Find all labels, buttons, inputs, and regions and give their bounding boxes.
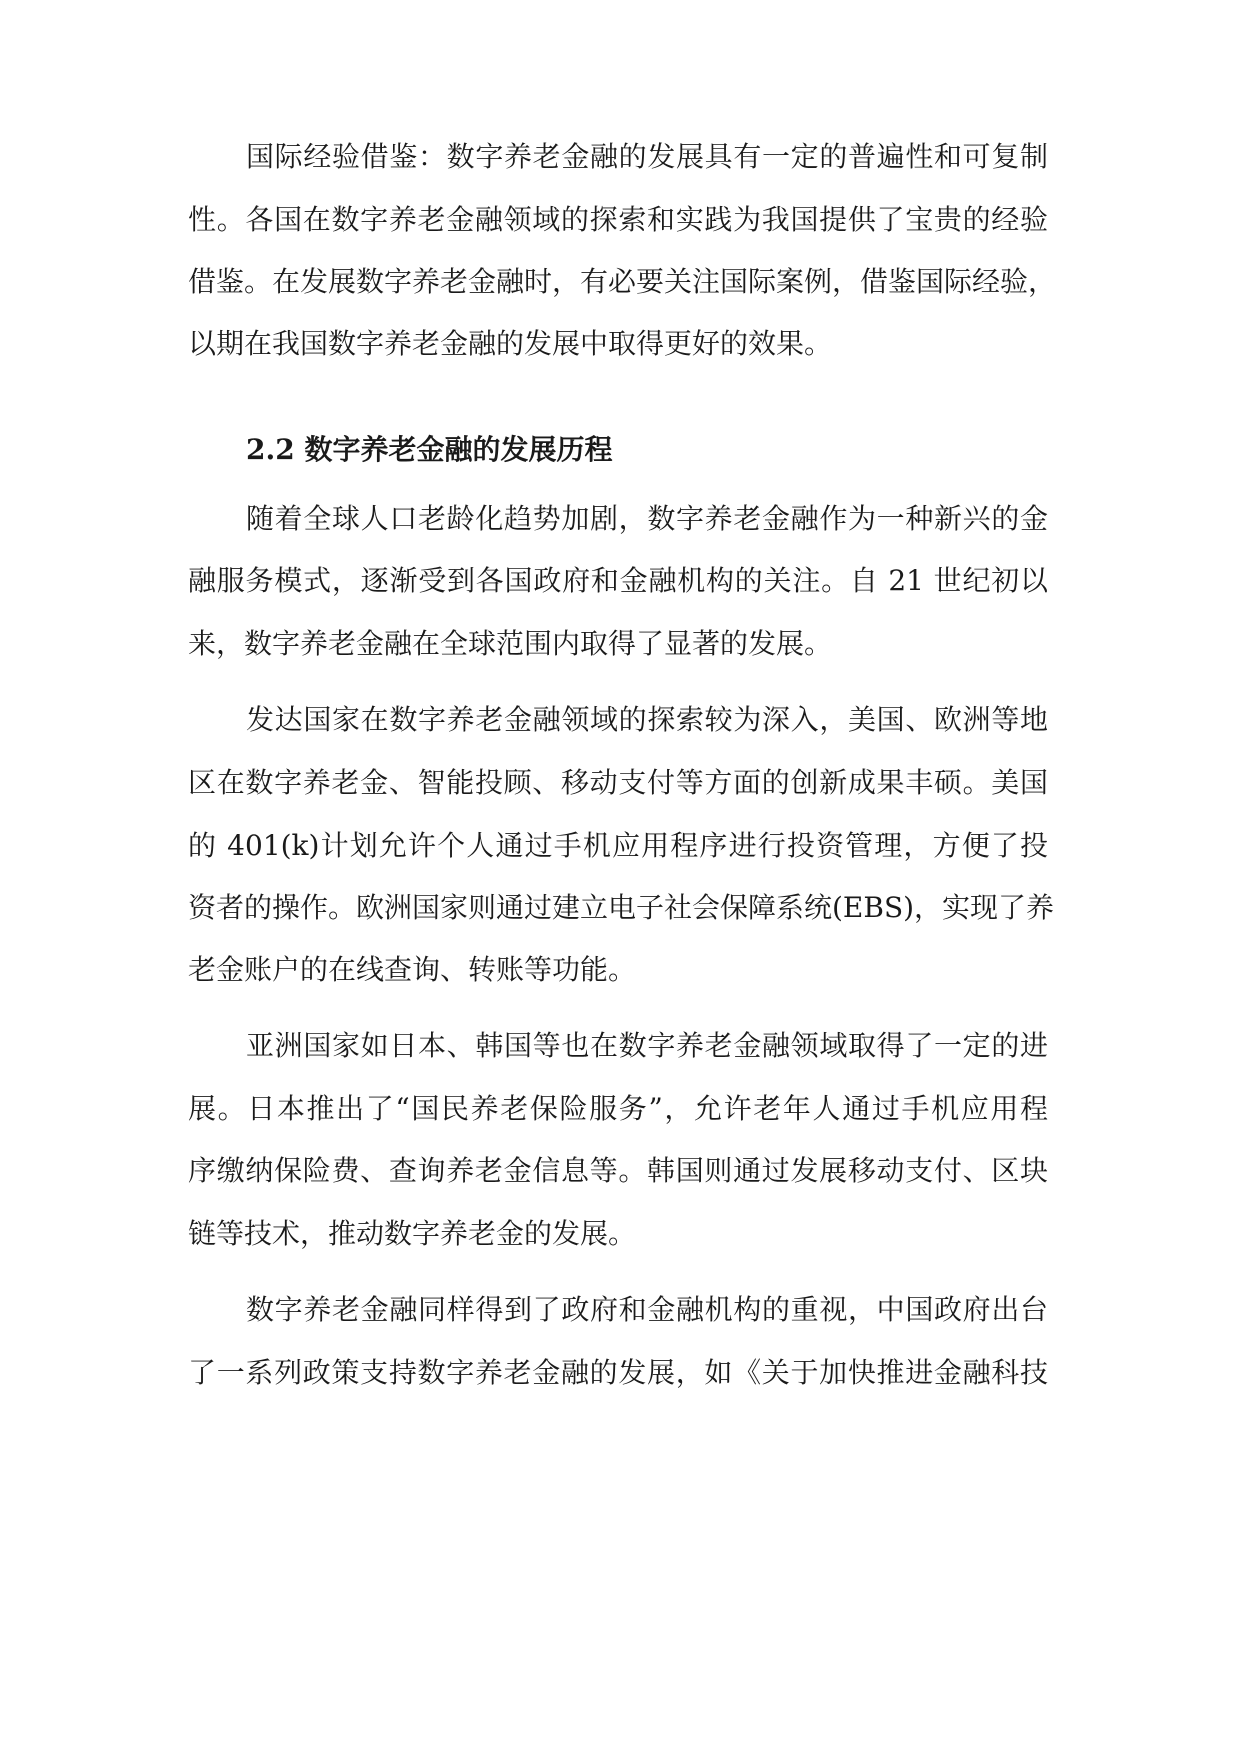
paragraph-line: 发达国家在数字养老金融领域的探索较为深入，美国、欧洲等地 bbox=[246, 703, 1048, 736]
paragraph-line: 以期在我国数字养老金融的发展中取得更好的效果。 bbox=[188, 327, 833, 360]
paragraph-line: 了一系列政策支持数字养老金融的发展，如《关于加快推进金融科技 bbox=[188, 1356, 1048, 1389]
section-heading: 2.2 数字养老金融的发展历程 bbox=[246, 433, 613, 466]
paragraph-line: 序缴纳保险费、查询养老金信息等。韩国则通过发展移动支付、区块 bbox=[188, 1154, 1048, 1187]
paragraph-line: 亚洲国家如日本、韩国等也在数字养老金融领域取得了一定的进 bbox=[246, 1029, 1048, 1062]
paragraph-line: 数字养老金融同样得到了政府和金融机构的重视，中国政府出台 bbox=[246, 1293, 1048, 1326]
paragraph-line: 融服务模式，逐渐受到各国政府和金融机构的关注。自 21 世纪初以 bbox=[188, 564, 1048, 597]
paragraph-line: 区在数字养老金、智能投顾、移动支付等方面的创新成果丰硕。美国 bbox=[188, 766, 1048, 799]
paragraph-line: 老金账户的在线查询、转账等功能。 bbox=[188, 953, 637, 986]
paragraph-line: 展。日本推出了“国民养老保险服务”，允许老年人通过手机应用程 bbox=[188, 1092, 1048, 1125]
paragraph-line: 来，数字养老金融在全球范围内取得了显著的发展。 bbox=[188, 627, 833, 660]
paragraph-line: 的 401(k)计划允许个人通过手机应用程序进行投资管理，方便了投 bbox=[188, 829, 1048, 862]
paragraph-line: 链等技术，推动数字养老金的发展。 bbox=[188, 1217, 637, 1250]
paragraph-line: 性。各国在数字养老金融领域的探索和实践为我国提供了宝贵的经验 bbox=[188, 203, 1048, 236]
paragraph-line: 借鉴。在发展数字养老金融时，有必要关注国际案例，借鉴国际经验， bbox=[188, 265, 1057, 298]
paragraph-line: 国际经验借鉴：数字养老金融的发展具有一定的普遍性和可复制 bbox=[246, 140, 1048, 173]
paragraph-line: 资者的操作。欧洲国家则通过建立电子社会保障系统(EBS)，实现了养 bbox=[188, 891, 1055, 924]
paragraph-line: 随着全球人口老龄化趋势加剧，数字养老金融作为一种新兴的金 bbox=[246, 502, 1048, 535]
